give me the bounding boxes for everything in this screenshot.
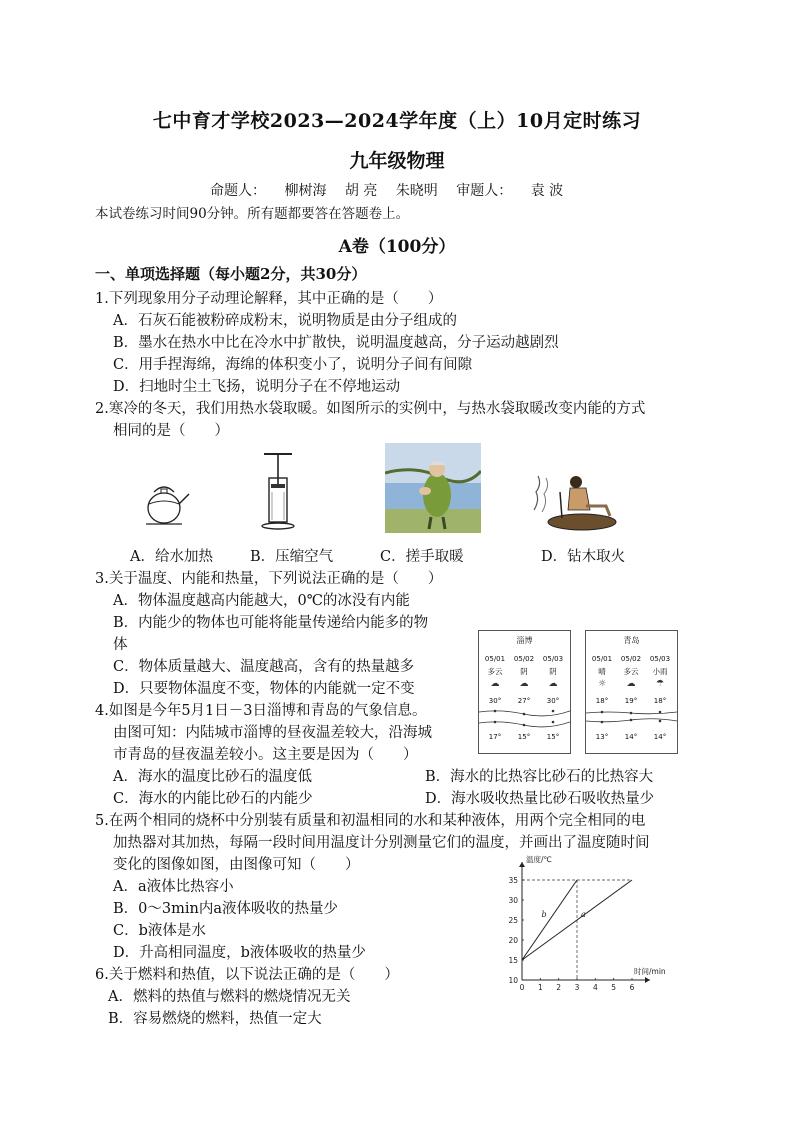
q5-stem-line1: 5.在两个相同的烧杯中分别装有质量和初温相同的水和某种液体，用两个完全相同的电 xyxy=(95,813,646,829)
part-heading: A卷（100分） xyxy=(338,237,456,257)
q6-stem: 6.关于燃料和热值，以下说法正确的是（ ） xyxy=(95,967,399,983)
q4-option-d: D．海水吸收热量比砂石吸收热量少 xyxy=(425,791,655,807)
weather-condition: 晴 xyxy=(598,667,606,676)
exam-subject: 九年级物理 xyxy=(349,150,445,172)
weather-high: 30° xyxy=(546,697,560,705)
weather-condition: 阴 xyxy=(549,667,557,676)
q3-option-b-cont: 体 xyxy=(113,637,128,653)
weather-condition: 阴 xyxy=(520,667,528,676)
q4-stem-line1: 4.如图是今年5月1日－3日淄博和青岛的气象信息。 xyxy=(95,703,427,719)
setter-3: 朱晓明 xyxy=(395,183,438,199)
q1-option-c: C．用手捏海绵，海绵的体积变小了，说明分子间有间隙 xyxy=(113,357,473,373)
authors-line xyxy=(210,180,577,200)
q2-caption-b: B．压缩空气 xyxy=(250,549,334,565)
weather-high: 27° xyxy=(517,697,531,705)
q6-option-a: A．燃料的热值与燃料的燃烧情况无关 xyxy=(108,989,351,1005)
y-tick-label: 30 xyxy=(508,896,518,905)
weather-high: 18° xyxy=(653,697,667,705)
x-tick-label: 4 xyxy=(592,983,598,992)
x-tick-label: 6 xyxy=(629,983,635,992)
weather-low: 13° xyxy=(595,733,609,741)
weather-city: 淄博 xyxy=(516,636,533,645)
x-tick-label: 2 xyxy=(556,983,562,992)
weather-high: 30° xyxy=(488,697,502,705)
temperature-trend-lines xyxy=(586,707,677,729)
y-tick-label: 15 xyxy=(508,956,518,965)
reviewer: 袁 波 xyxy=(530,183,564,199)
weather-date: 05/01 xyxy=(484,655,506,663)
y-tick-label: 35 xyxy=(508,876,518,885)
q5-stem-line3: 变化的图像如图，由图像可知（ ） xyxy=(113,857,360,873)
exam-title: 七中育才学校2023—2024学年度（上）10月定时练习 xyxy=(152,110,642,132)
weather-date: 05/02 xyxy=(620,655,642,663)
temperature-trend-lines xyxy=(479,707,570,729)
q2-caption-c: C．搓手取暖 xyxy=(380,549,464,565)
q4-option-c: C．海水的内能比砂石的内能少 xyxy=(113,791,313,807)
x-axis-arrow xyxy=(645,977,650,983)
temperature-time-chart xyxy=(496,852,680,1002)
q5-option-c: C．b液体是水 xyxy=(113,923,206,939)
q1-stem: 1.下列现象用分子动理论解释，其中正确的是（ ） xyxy=(95,291,443,307)
weather-condition: 多云 xyxy=(623,667,639,676)
q3-option-d: D．只要物体温度不变，物体的内能就一定不变 xyxy=(113,681,415,697)
weather-panel-qingdao xyxy=(585,630,678,754)
x-axis-label: 时间/min xyxy=(634,967,666,976)
exam-note: 本试卷练习时间90分钟。所有题都要答在答题卷上。 xyxy=(95,206,410,222)
setter-2: 胡 亮 xyxy=(344,183,378,199)
weather-low: 15° xyxy=(546,733,560,741)
q4-option-b: B．海水的比热容比砂石的比热容大 xyxy=(425,769,654,785)
x-tick-label: 0 xyxy=(519,983,525,992)
y-tick-label: 20 xyxy=(508,936,518,945)
series-label-b: b xyxy=(541,910,547,919)
q2-caption-a: A．给水加热 xyxy=(130,549,213,565)
q2-caption-d: D．钻木取火 xyxy=(541,549,626,565)
rain-icon: ☂ xyxy=(655,679,665,689)
series-line-b xyxy=(522,880,577,960)
weather-condition: 多云 xyxy=(487,667,503,676)
q2-stem-line1: 2.寒冷的冬天，我们用热水袋取暖。如图所示的实例中，与热水袋取暖改变内能的方式 xyxy=(95,401,646,417)
q4-stem-line3: 市青岛的昼夜温差较小。这主要是因为（ ） xyxy=(113,747,418,763)
y-tick-label: 25 xyxy=(508,916,518,925)
cloud-icon: ☁ xyxy=(548,679,558,689)
x-tick-label: 3 xyxy=(574,983,580,992)
setter-label: 命题人： xyxy=(210,183,266,199)
series-label-a: a xyxy=(581,910,586,919)
cloud-icon: ☁ xyxy=(490,679,500,689)
weather-city: 青岛 xyxy=(623,636,640,645)
y-axis-arrow xyxy=(519,862,525,867)
section-heading: 一、单项选择题（每小题2分，共30分） xyxy=(95,265,367,283)
weather-low: 15° xyxy=(517,733,531,741)
weather-low: 17° xyxy=(488,733,502,741)
rubbing-hands-illustration xyxy=(385,443,481,533)
reviewer-label: 审题人： xyxy=(456,183,513,199)
weather-date: 05/02 xyxy=(513,655,535,663)
q4-stem-line2: 由图可知：内陆城市淄博的昼夜温差较大，沿海城 xyxy=(113,725,432,741)
q5-option-d: D．升高相同温度，b液体吸收的热量少 xyxy=(113,945,366,961)
q3-option-b: B．内能少的物体也可能将能量传递给内能多的物 xyxy=(113,615,429,631)
sun-icon: ☼ xyxy=(597,679,607,689)
q5-stem-line2: 加热器对其加热，每隔一段时间用温度计分别测量它们的温度，并画出了温度随时间 xyxy=(113,835,650,851)
setter-1: 柳树海 xyxy=(284,183,327,199)
weather-high: 19° xyxy=(624,697,638,705)
weather-low: 14° xyxy=(653,733,667,741)
q4-option-a: A．海水的温度比砂石的温度低 xyxy=(113,769,312,785)
weather-panel-zibo xyxy=(478,630,571,754)
q6-option-b: B．容易燃烧的燃料，热值一定大 xyxy=(108,1011,322,1027)
kettle-illustration xyxy=(140,478,192,530)
q3-option-c: C．物体质量越大、温度越高，含有的热量越多 xyxy=(113,659,415,675)
q3-stem: 3.关于温度、内能和热量，下列说法正确的是（ ） xyxy=(95,571,443,587)
weather-date: 05/03 xyxy=(542,655,564,663)
weather-high: 18° xyxy=(595,697,609,705)
weather-date: 05/01 xyxy=(591,655,613,663)
x-tick-label: 1 xyxy=(537,983,543,992)
q1-option-a: A．石灰石能被粉碎成粉末，说明物质是由分子组成的 xyxy=(113,313,457,329)
q5-option-a: A．a液体比热容小 xyxy=(113,879,234,895)
compression-cylinder-illustration xyxy=(258,450,298,532)
q1-option-d: D．扫地时尘土飞扬，说明分子在不停地运动 xyxy=(113,379,401,395)
q1-option-b: B．墨水在热水中比在冷水中扩散快，说明温度越高，分子运动越剧烈 xyxy=(113,335,559,351)
y-tick-label: 10 xyxy=(508,976,518,985)
q3-option-a: A．物体温度越高内能越大，0℃的冰没有内能 xyxy=(113,593,410,609)
weather-low: 14° xyxy=(624,733,638,741)
cloud-icon: ☁ xyxy=(626,679,636,689)
x-tick-label: 5 xyxy=(611,983,617,992)
weather-date: 05/03 xyxy=(649,655,671,663)
q5-option-b: B．0～3min内a液体吸收的热量少 xyxy=(113,901,338,917)
weather-condition: 小雨 xyxy=(652,667,668,676)
q2-stem-line2: 相同的是（ ） xyxy=(113,423,229,439)
cloud-icon: ☁ xyxy=(519,679,529,689)
drilling-wood-fire-illustration xyxy=(530,470,618,534)
y-axis-label: 温度/℃ xyxy=(526,855,552,864)
